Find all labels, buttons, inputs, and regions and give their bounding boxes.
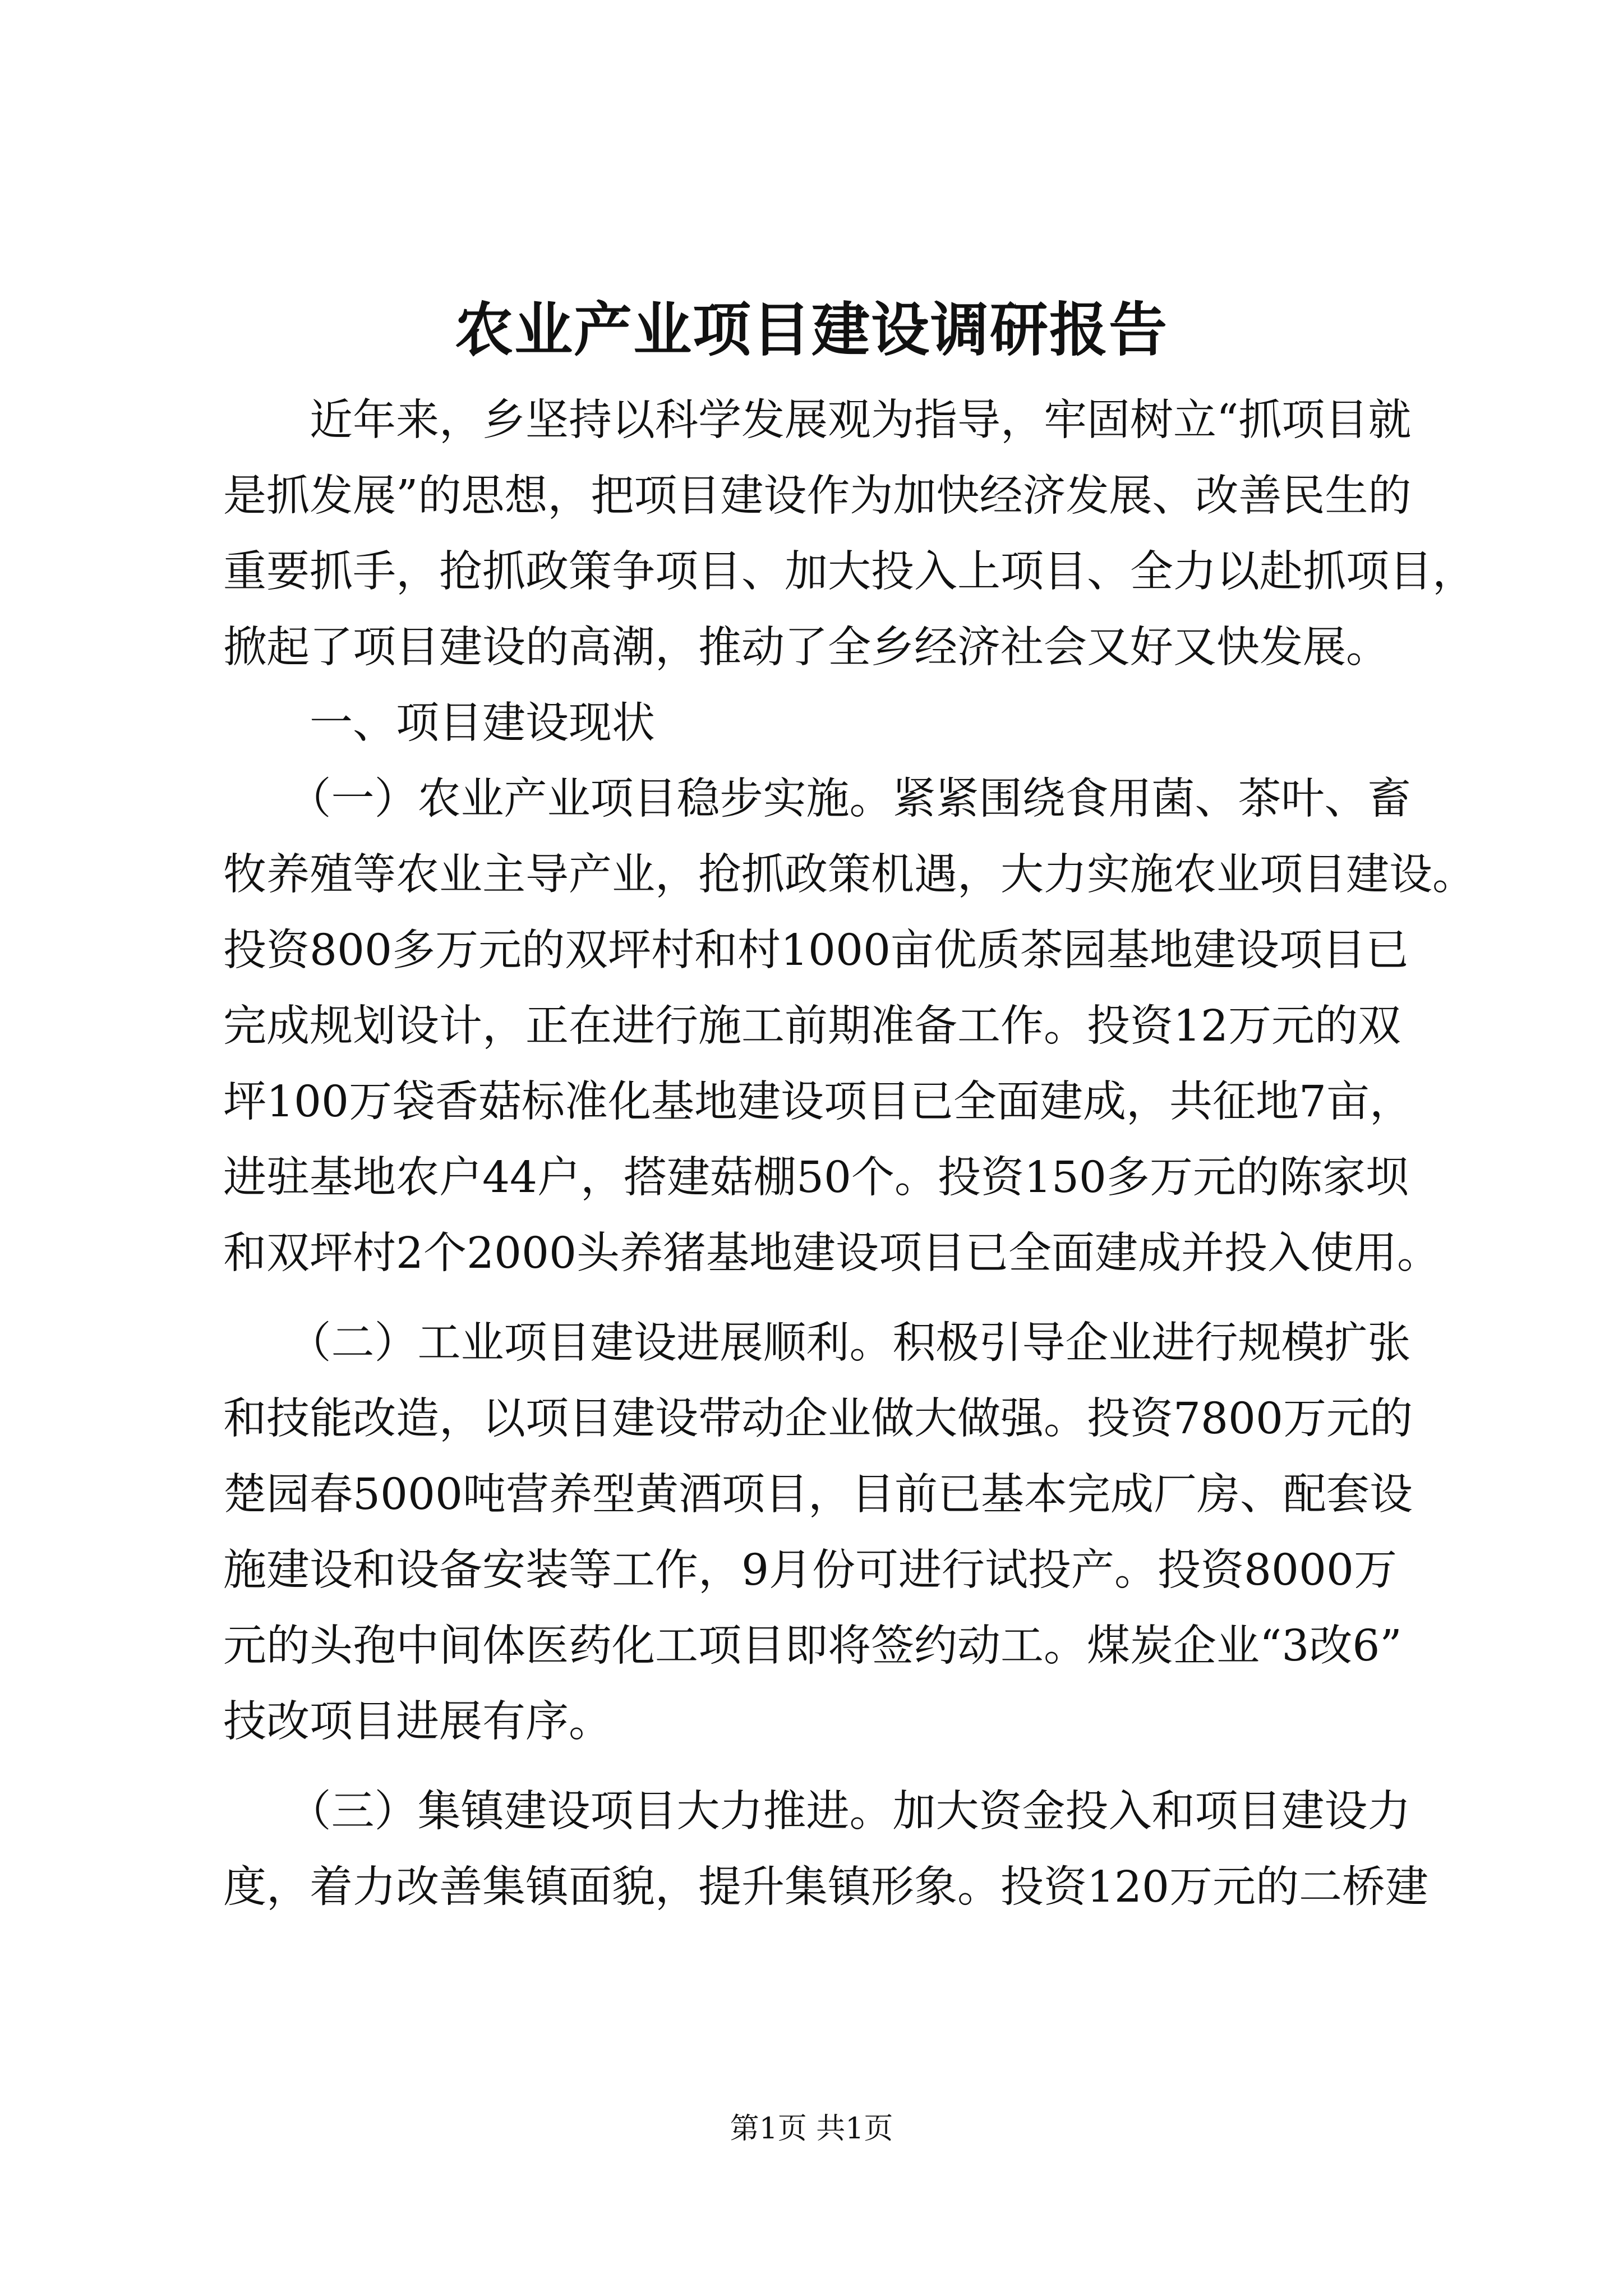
paragraph-line: （一）农业产业项目稳步实施。紧紧围绕食用菌、茶叶、畜	[223, 774, 1411, 824]
paragraph-line: 牧养殖等农业主导产业，抢抓政策机遇，大力实施农业项目建设。	[223, 850, 1476, 900]
paragraph-line: 近年来，乡坚持以科学发展观为指导，牢固树立“抓项目就	[223, 395, 1412, 445]
paragraph-line: 掀起了项目建设的高潮，推动了全乡经济社会又好又快发展。	[223, 623, 1389, 673]
paragraph-line: 技改项目进展有序。	[223, 1697, 612, 1747]
paragraph-line: 进驻基地农户44户，搭建菇棚50个。投资150多万元的陈家坝	[223, 1153, 1409, 1203]
paragraph-line: 重要抓手，抢抓政策争项目、加大投入上项目、全力以赴抓项目，	[223, 547, 1476, 597]
paragraph-line: 和技能改造，以项目建设带动企业做大做强。投资7800万元的	[223, 1394, 1413, 1444]
page-footer: 第1页 共1页	[730, 2112, 893, 2146]
paragraph-line: 度，着力改善集镇面貌，提升集镇形象。投资120万元的二桥建	[223, 1862, 1428, 1912]
paragraph-line: 是抓发展”的思想，把项目建设作为加快经济发展、改善民生的	[223, 471, 1412, 521]
document-title: 农业产业项目建设调研报告	[454, 295, 1168, 364]
paragraph-line: 施建设和设备安装等工作，9月份可进行试投产。投资8000万	[223, 1545, 1397, 1595]
paragraph-line: 完成规划设计，正在进行施工前期准备工作。投资12万元的双	[223, 1001, 1401, 1051]
paragraph-line: 楚园春5000吨营养型黄酒项目，目前已基本完成厂房、配套设	[223, 1470, 1413, 1520]
paragraph-line: （二）工业项目建设进展顺利。积极引导企业进行规模扩张	[223, 1318, 1411, 1368]
paragraph-line: 坪100万袋香菇标准化基地建设项目已全面建成，共征地7亩，	[223, 1077, 1413, 1127]
paragraph-line: 投资800多万元的双坪村和村1000亩优质茶园基地建设项目已	[223, 926, 1409, 976]
section-heading: 一、项目建设现状	[223, 698, 655, 748]
paragraph-line: （三）集镇建设项目大力推进。加大资金投入和项目建设力	[223, 1787, 1411, 1837]
paragraph-line: 元的头孢中间体医药化工项目即将签约动工。煤炭企业“3改6”	[223, 1621, 1402, 1671]
paragraph-line: 和双坪村2个2000头养猪基地建设项目已全面建成并投入使用。	[223, 1228, 1440, 1278]
